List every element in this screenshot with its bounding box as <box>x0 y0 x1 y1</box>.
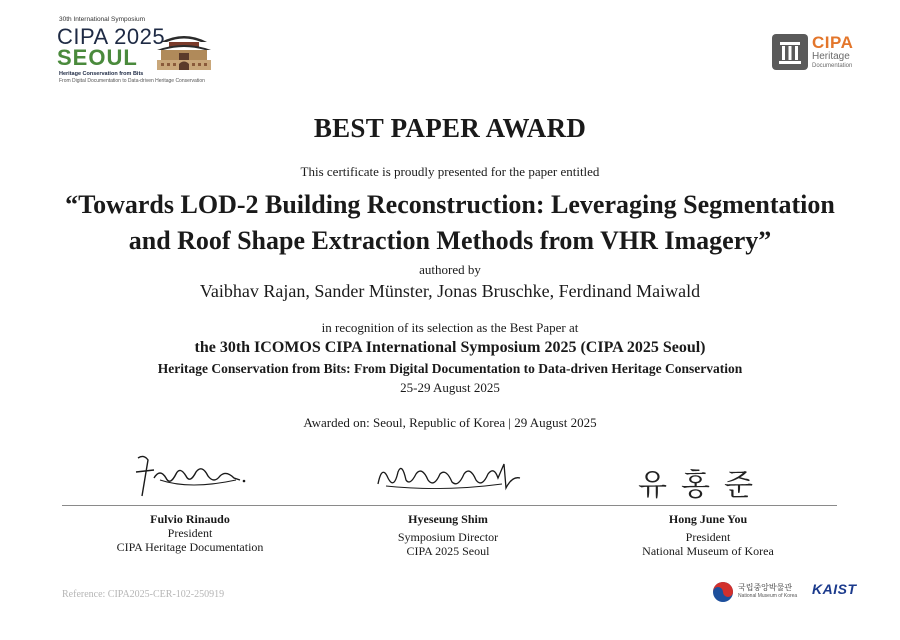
awarded-on: Awarded on: Seoul, Republic of Korea | 29 August 2025 <box>303 415 597 430</box>
symposium-dates: 25-29 August 2025 <box>400 380 500 395</box>
logo-heritage: Heritage <box>812 51 850 62</box>
presented-line: This certificate is proudly presented for the paper entitled <box>300 164 600 179</box>
signatory-org: CIPA Heritage Documentation <box>116 540 264 554</box>
symposium-name: the 30th ICOMOS CIPA International Symposium 2025 (CIPA 2025 Seoul) <box>194 339 706 356</box>
logo-symposium-line: 30th International Symposium <box>59 16 145 23</box>
signatory-block <box>598 512 818 558</box>
column-icon <box>772 34 808 70</box>
signature-fulvio-rinaudo <box>130 450 250 500</box>
signature-hyeseung-shim <box>372 456 532 496</box>
logo-subtagline: From Digital Documentation to Data-driven Heritage Conservation <box>59 78 205 84</box>
signatory-org: National Museum of Korea <box>642 544 774 558</box>
signatory-org: CIPA 2025 Seoul <box>406 544 490 558</box>
nmk-english-name: National Museum of Korea <box>738 593 798 599</box>
kaist-logo: KAIST <box>812 581 857 597</box>
signatory-name: Fulvio Rinaudo <box>150 512 230 526</box>
award-title: BEST PAPER AWARD <box>313 113 587 143</box>
signature-divider <box>62 505 837 506</box>
authors: Vaibhav Rajan, Sander Münster, Jonas Bruschke, Ferdinand Maiwald <box>199 281 701 301</box>
logo-cipa-name: CIPA <box>812 33 854 52</box>
paper-title-line-2: and Roof Shape Extraction Methods from VHR Imagery” <box>128 226 772 255</box>
palace-gate-icon <box>155 28 213 72</box>
authored-by-label: authored by <box>419 262 481 277</box>
signatory-role: President <box>685 530 731 544</box>
nmk-korean-name: 국립중앙박물관 <box>738 583 793 592</box>
taegeuk-icon <box>712 581 734 603</box>
signatory-name: Hyeseung Shim <box>408 512 488 526</box>
signatory-block <box>80 512 300 554</box>
cipa-heritage-documentation-logo <box>772 34 872 74</box>
signature-hong-june-you: 유홍준 <box>638 468 767 503</box>
logo-tagline: Heritage Conservation from Bits <box>59 71 144 77</box>
logo-city: SEOUL <box>57 45 138 70</box>
cipa-2025-seoul-logo <box>55 14 215 86</box>
recognition-line: in recognition of its selection as the Best Paper at <box>321 320 579 335</box>
national-museum-of-korea-logo <box>712 581 802 605</box>
signatory-block <box>338 512 558 558</box>
certificate-reference: Reference: CIPA2025-CER-102-250919 <box>62 589 225 600</box>
symposium-theme: Heritage Conservation from Bits: From Digital Documentation to Data-driven Heritage Conservation <box>157 361 743 376</box>
logo-cipa-year: CIPA 2025 <box>57 24 166 49</box>
paper-title-line-1: “Towards LOD-2 Building Reconstruction: Leveraging Segmentation <box>65 190 835 219</box>
signatory-role: President <box>167 526 213 540</box>
logo-documentation: Documentation <box>812 63 853 69</box>
signatory-name: Hong June You <box>668 512 748 526</box>
signatory-role: Symposium Director <box>397 530 499 544</box>
